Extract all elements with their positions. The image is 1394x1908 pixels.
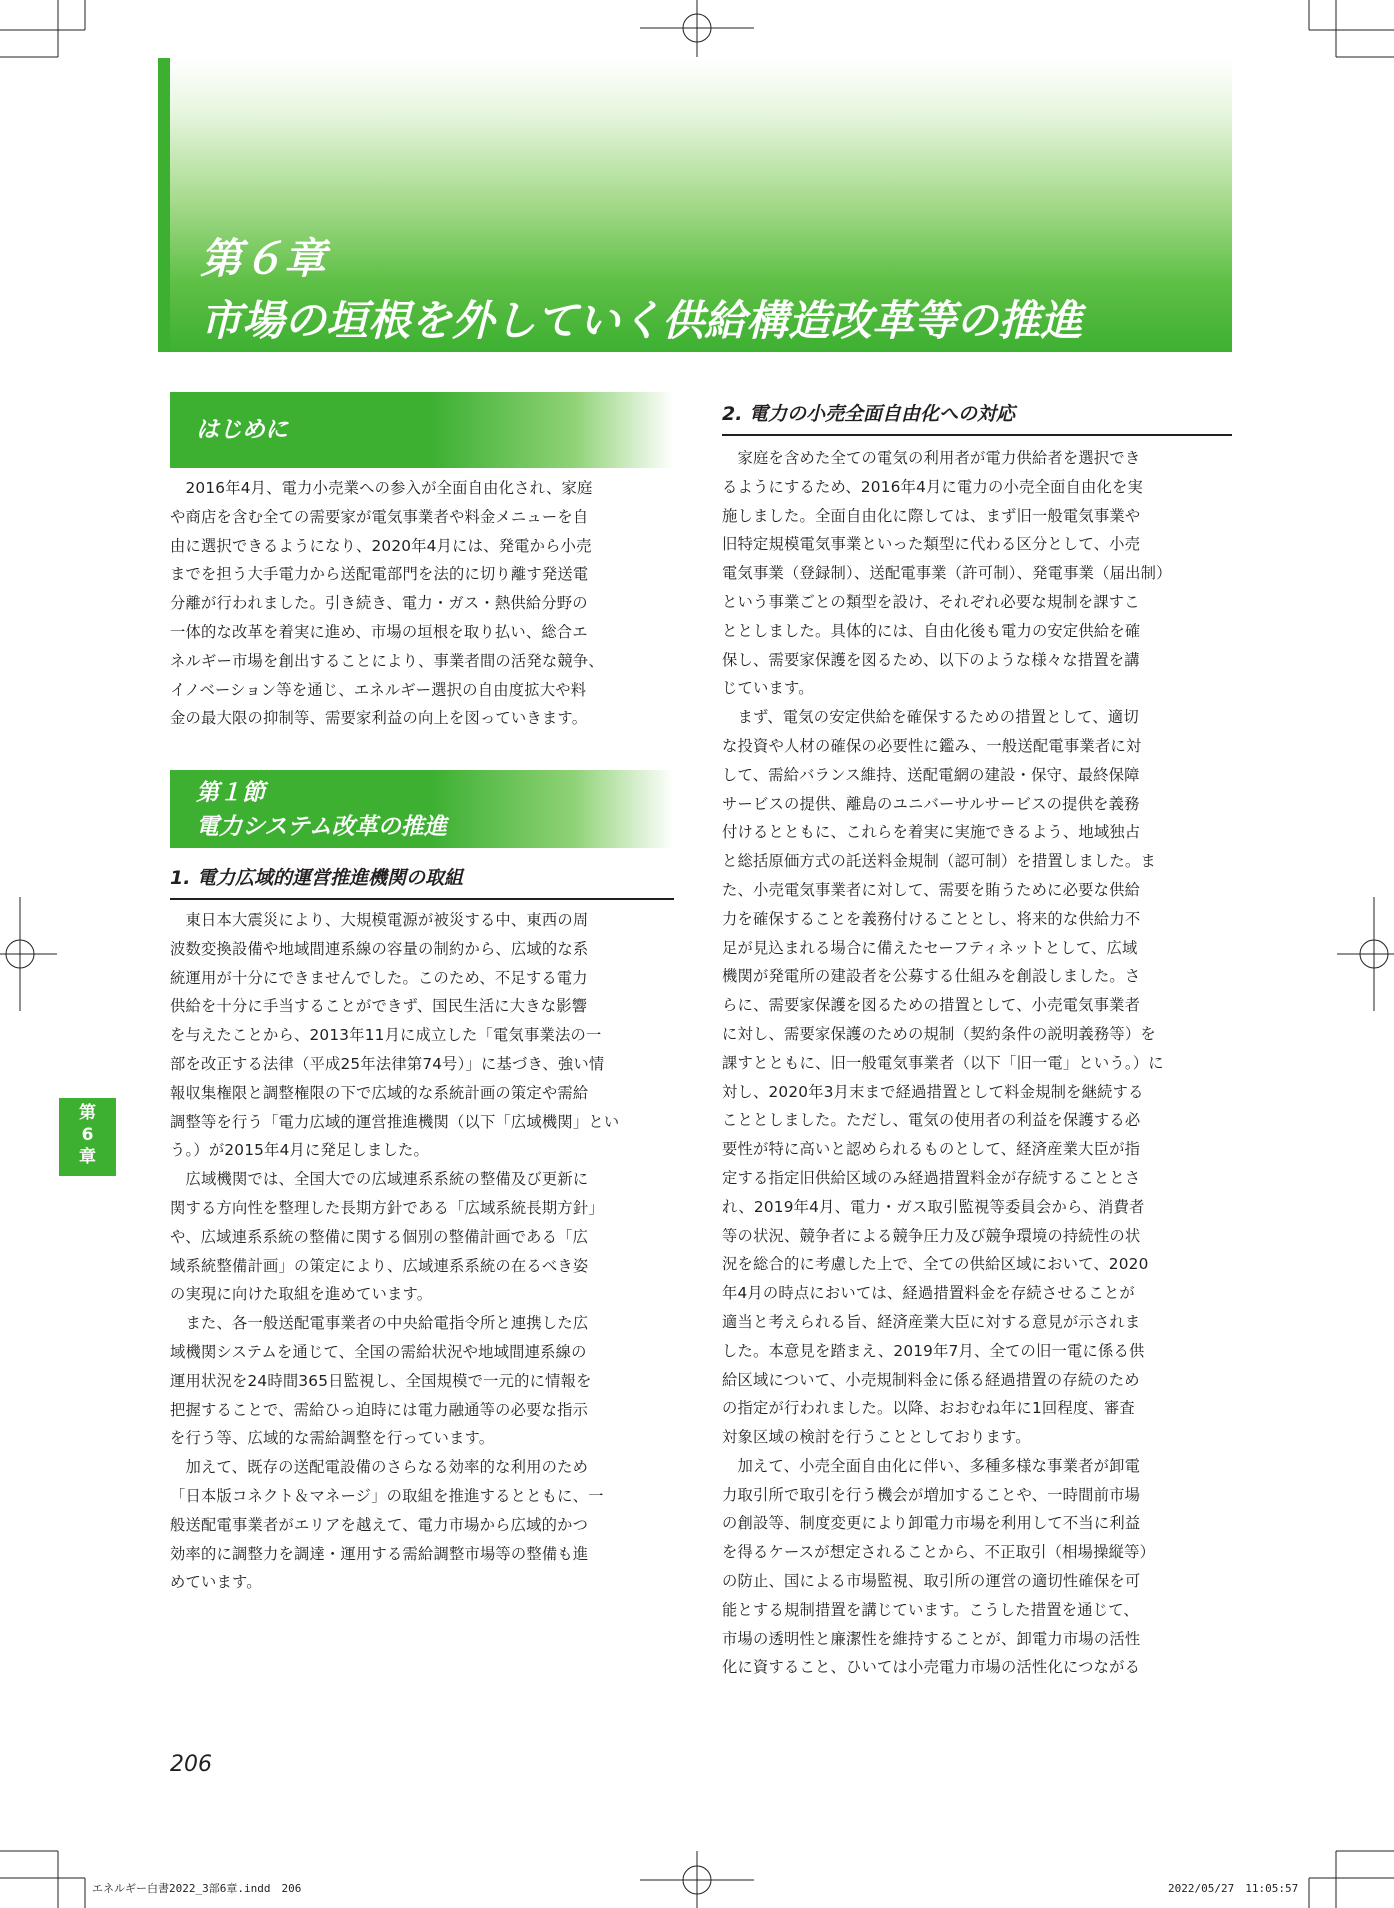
footer-timestamp: 2022/05/27 11:05:57 (1168, 1882, 1299, 1895)
side-tab-char: 6 (81, 1125, 94, 1145)
text-line: 定する指定旧供給区域のみ経過措置料金が存続することとさ (722, 1168, 1141, 1187)
text-line: 旧特定規模電気事業といった類型に代わる区分として、小売 (722, 535, 1141, 554)
text-line: 付けるとともに、これらを着実に実施できるよう、地域独占 (722, 823, 1141, 842)
subsection2-heading: 2. 電力の小売全面自由化への対応 (722, 400, 1232, 436)
text-line: の実現に向けた取組を進めています。 (170, 1285, 433, 1304)
text-line: 要性が特に高いと認められるものとして、経済産業大臣が指 (722, 1140, 1141, 1159)
footer-file: エネルギー白書2022_3部6章.indd 206 (92, 1882, 302, 1895)
text-line: 関する方向性を整理した長期方針である「広域系統長期方針」 (170, 1198, 604, 1217)
text-line: や、広域連系系統の整備に関する個別の整備計画である「広 (170, 1227, 589, 1246)
text-line: 統運用が十分にできませんでした。このため、不足する電力 (170, 968, 588, 987)
text-line: 保し、需要家保護を図るため、以下のような様々な措置を講 (722, 650, 1140, 669)
text-line: と総括原価方式の託送料金規制（認可制）を措置しました。ま (722, 852, 1156, 871)
text-line: サービスの提供、離島のユニバーサルサービスの提供を義務 (722, 794, 1140, 813)
text-line: るようにするため、2016年4月に電力の小売全面自由化を実 (722, 477, 1143, 496)
text-line: という事業ごとの類型を設け、それぞれ必要な規制を課すこ (722, 592, 1140, 611)
chapter-side-tab (59, 1098, 116, 1176)
text-line: の創設等、制度変更により卸電力市場を利用して不当に利益 (722, 1514, 1141, 1533)
chapter-name: 市場の垣根を外していく供給構造改革等の推進 (200, 296, 1083, 345)
text-line: に対し、需要家保護のための規制（契約条件の説明義務等）を (722, 1024, 1156, 1043)
text-line: 調整等を行う「電力広域的運営推進機関（以下「広域機関」とい (170, 1112, 620, 1131)
text-line: や商店を含む全ての需要家が電気事業者や料金メニューを自 (170, 507, 589, 526)
text-line: 等の状況、競争者による競争圧力及び競争環境の持続性の状 (722, 1226, 1141, 1245)
intro-heading-bar (170, 392, 674, 468)
text-line: 力取引所で取引を行う機会が増加することや、一時間前市場 (722, 1485, 1141, 1504)
text-line: 東日本大震災により、大規模電源が被災する中、東西の周 (170, 911, 589, 929)
text-line: こととしました。ただし、電気の使用者の利益を保護する必 (722, 1111, 1141, 1130)
text-line: を行う等、広域的な需給調整を行っています。 (170, 1429, 495, 1448)
text-line: した。本意見を踏まえ、2019年7月、全ての旧一電に係る供 (722, 1341, 1145, 1360)
text-line: 域機関システムを通じて、全国の需給状況や地域間連系線の (170, 1342, 587, 1361)
text-line: 力を確保することを義務付けることとし、将来的な供給力不 (722, 909, 1141, 928)
subsection2-body (722, 444, 1232, 1682)
text-line: 金の最大限の抑制等、需要家利益の向上を図っていきます。 (170, 709, 588, 728)
text-line: イノベーション等を通じ、エネルギー選択の自由度拡大や料 (170, 680, 587, 699)
text-line: 能とする規制措置を講じています。こうした措置を通じて、 (722, 1600, 1139, 1619)
text-line: まず、電気の安定供給を確保するための措置として、適切 (722, 708, 1139, 727)
text-line: 由に選択できるようになり、2020年4月には、発電から小売 (170, 536, 592, 555)
text-line: 2016年4月、電力小売業への参入が全面自由化され、家庭 (170, 479, 593, 497)
text-line: 化に資すること、ひいては小売電力市場の活性化につながる (722, 1658, 1141, 1677)
text-line: 給区域について、小売規制料金に係る経過措置の存続のため (722, 1370, 1140, 1389)
text-line: して、需給バランス維持、送配電網の建設・保守、最終保障 (722, 765, 1140, 784)
text-line: の指定が行われました。以降、おおむね年に1回程度、審査 (722, 1399, 1135, 1418)
text-line: を与えたことから、2013年11月に成立した「電気事業法の一 (170, 1026, 602, 1045)
text-line: 部を改正する法律（平成25年法律第74号）」に基づき、強い情 (170, 1054, 605, 1073)
text-line: 般送配電事業者がエリアを越えて、電力市場から広域的かつ (170, 1515, 589, 1534)
text-line: 況を総合的に考慮した上で、全ての供給区域において、2020 (722, 1255, 1149, 1274)
text-line: らに、需要家保護を図るための措置として、小売電気事業者 (722, 996, 1141, 1015)
intro-heading: はじめに (196, 417, 288, 443)
text-line: 広域機関では、全国大での広域連系系統の整備及び更新に (170, 1170, 589, 1189)
text-line: 「日本版コネクト＆マネージ」の取組を推進するとともに、一 (170, 1486, 604, 1505)
text-line: 域系統整備計画」の策定により、広域連系系統の在るべき姿 (170, 1256, 589, 1275)
text-line: 一体的な改革を着実に進め、市場の垣根を取り払い、総合エ (170, 622, 588, 641)
text-line: 対し、2020年3月末まで経過措置として料金規制を継続する (722, 1082, 1144, 1101)
text-line: 課すとともに、旧一般電気事業者（以下「旧一電」という。）に (722, 1053, 1164, 1072)
subsection1-body (170, 906, 674, 1597)
chapter-title (200, 228, 1082, 352)
text-line: めています。 (170, 1573, 262, 1592)
banner-edge (158, 58, 170, 352)
text-line: 報収集権限と調整権限の下で広域的な系統計画の策定や需給 (170, 1083, 589, 1102)
text-line: た、小売電気事業者に対して、需要を賄うために必要な供給 (722, 880, 1141, 899)
text-line: 年4月の時点においては、経過措置料金を存続させることが (722, 1284, 1135, 1303)
side-tab-char: 第 (79, 1103, 96, 1123)
text-line: 波数変換設備や地域間連系線の容量の制約から、広域的な系 (170, 939, 589, 958)
text-line: 加えて、小売全面自由化に伴い、多種多様な事業者が卸電 (722, 1456, 1141, 1475)
text-line: 分離が行われました。引き続き、電力・ガス・熱供給分野の (170, 594, 588, 613)
subsection1-heading: 1. 電力広域的運営推進機関の取組 (170, 864, 674, 900)
text-line: 加えて、既存の送配電設備のさらなる効率的な利用のため (170, 1458, 589, 1477)
text-line: な投資や人材の確保の必要性に鑑み、一般送配電事業者に対 (722, 736, 1142, 755)
text-line: 家庭を含めた全ての電気の利用者が電力供給者を選択でき (722, 449, 1141, 467)
section1-number: 第１節 (196, 780, 265, 806)
text-line: れ、2019年4月、電力・ガス取引監視等委員会から、消費者 (722, 1197, 1145, 1216)
text-line: 効率的に調整力を調達・運用する需給調整市場等の整備も進 (170, 1544, 589, 1563)
text-line: 対象区域の検討を行うこととしております。 (722, 1428, 1031, 1447)
text-line: じています。 (722, 679, 814, 698)
section1-title: 電力システム改革の推進 (196, 814, 447, 840)
text-line: 把握することで、需給ひっ迫時には電力融通等の必要な指示 (170, 1400, 589, 1419)
page-number: 206 (170, 1752, 212, 1777)
text-line: ネルギー市場を創出することにより、事業者間の活発な競争、 (170, 651, 604, 670)
text-line: 機関が発電所の建設者を公募する仕組みを創設しました。さ (722, 967, 1141, 986)
text-line: また、各一般送配電事業者の中央給電指令所と連携した広 (170, 1314, 589, 1333)
text-line: 供給を十分に手当することができず、国民生活に大きな影響 (170, 997, 588, 1016)
text-line: う。）が2015年4月に発足しました。 (170, 1141, 429, 1160)
text-line: 市場の透明性と廉潔性を維持することが、卸電力市場の活性 (722, 1629, 1141, 1648)
text-line: 施しました。全面自由化に際しては、まず旧一般電気事業や (722, 506, 1141, 525)
text-line: を得るケースが想定されることから、不正取引（相場操縦等） (722, 1543, 1156, 1562)
text-line: 足が見込まれる場合に備えたセーフティネットとして、広域 (722, 938, 1138, 957)
text-line: ととしました。具体的には、自由化後も電力の安定供給を確 (722, 621, 1141, 640)
side-tab-char: 章 (79, 1147, 96, 1167)
text-line: までを担う大手電力から送配電部門を法的に切り離す発送電 (170, 565, 589, 584)
text-line: の防止、国による市場監視、取引所の運営の適切性確保を可 (722, 1572, 1141, 1591)
text-line: 電気事業（登録制）、送配電事業（許可制）、発電事業（届出制） (722, 564, 1172, 583)
chapter-number: 第６章 (200, 234, 327, 283)
section1-heading-bar (170, 770, 674, 848)
text-line: 運用状況を24時間365日監視し、全国規模で一元的に情報を (170, 1371, 592, 1390)
text-line: 適当と考えられる旨、経済産業大臣に対する意見が示されま (722, 1312, 1141, 1331)
intro-body (170, 474, 674, 733)
